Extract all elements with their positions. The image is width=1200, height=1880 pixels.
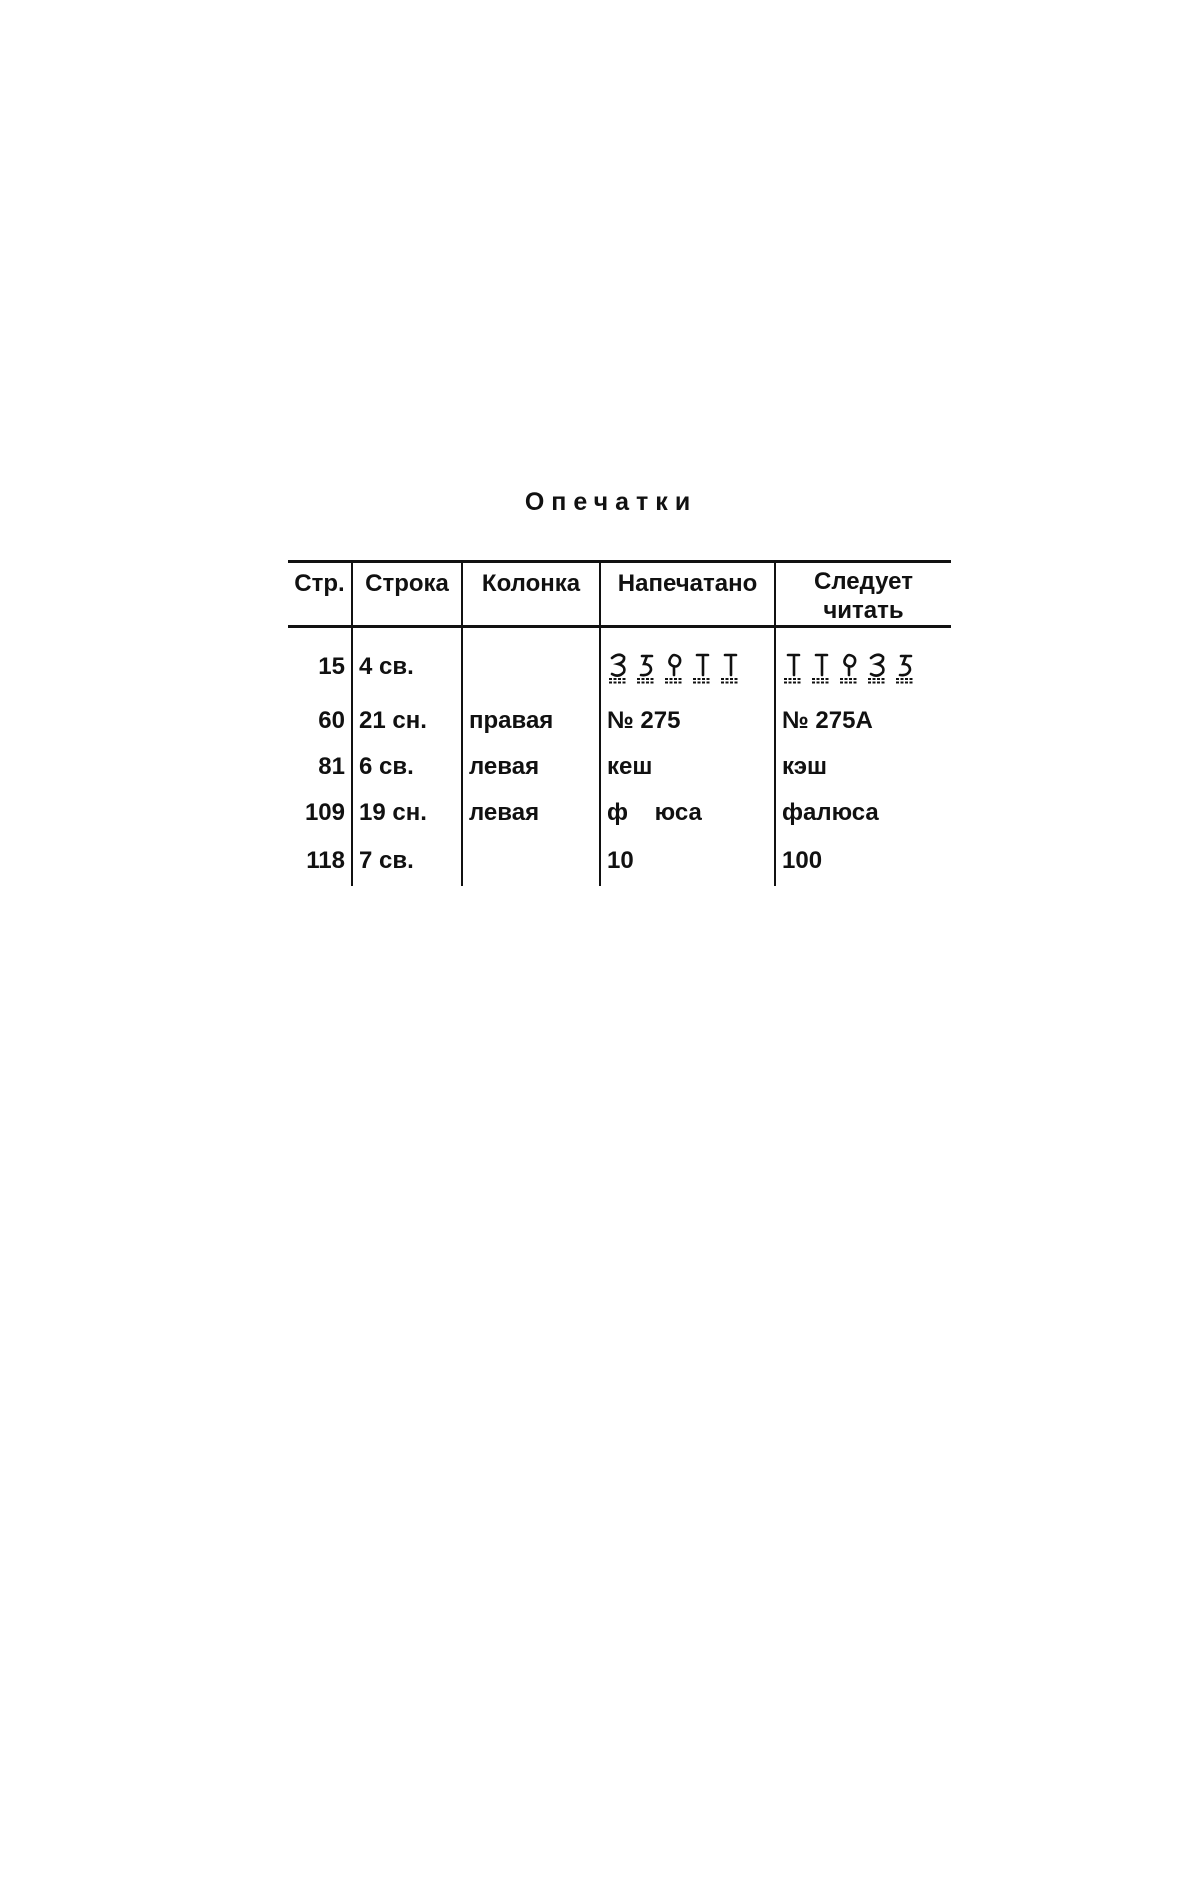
correct-cell: 100: [782, 847, 823, 874]
table-row: [288, 744, 951, 790]
column-cell: правая: [462, 698, 600, 744]
correct-cell: кэш: [782, 753, 827, 780]
table-row: [288, 836, 951, 886]
line-cell: 7 св.: [352, 836, 462, 886]
glyph-3-icon: [607, 650, 629, 684]
column-cell: левая: [462, 790, 600, 836]
glyph-loop-icon: [838, 650, 860, 684]
page-cell: 118: [288, 836, 352, 886]
glyph-bar-icon: [691, 650, 713, 684]
column-cell: левая: [462, 744, 600, 790]
printed-cell: ф юса: [600, 790, 775, 836]
header-column: Колонка: [462, 562, 600, 627]
header-should-read: Следует читать: [775, 562, 951, 627]
glyph-bar-icon: [810, 650, 832, 684]
column-cell: [462, 627, 600, 699]
page-cell: 60: [288, 698, 352, 744]
header-page: Стр.: [288, 562, 352, 627]
line-cell: 19 сн.: [352, 790, 462, 836]
line-cell: 21 сн.: [352, 698, 462, 744]
page-cell: 109: [288, 790, 352, 836]
printed-cell: [600, 627, 775, 699]
correct-cell: фалюса: [782, 799, 879, 826]
page-cell: 81: [288, 744, 352, 790]
line-cell: 6 св.: [352, 744, 462, 790]
page-title: Опечатки: [524, 488, 698, 516]
line-cell: 4 св.: [352, 627, 462, 699]
header-printed: Напечатано: [600, 562, 775, 627]
printed-cell: 10: [600, 836, 775, 886]
correct-cell: [775, 627, 951, 699]
printed-cell: № 275: [600, 698, 775, 744]
errata-table: [288, 560, 951, 886]
table-row: [288, 790, 951, 836]
correct-cell: № 275А: [782, 707, 873, 734]
printed-cell: кеш: [600, 744, 775, 790]
printed-glyph-sequence: [607, 650, 741, 684]
table-header-row: [288, 562, 951, 627]
table-row: [288, 698, 951, 744]
header-line: Строка: [352, 562, 462, 627]
glyph-bar-icon: [719, 650, 741, 684]
glyph-3-icon: [866, 650, 888, 684]
page-cell: 15: [288, 627, 352, 699]
glyph-hook-icon: [894, 650, 916, 684]
glyph-hook-icon: [635, 650, 657, 684]
glyph-bar-icon: [782, 650, 804, 684]
glyph-loop-icon: [663, 650, 685, 684]
table-row: [288, 627, 951, 699]
column-cell: [462, 836, 600, 886]
correct-glyph-sequence: [782, 650, 916, 684]
